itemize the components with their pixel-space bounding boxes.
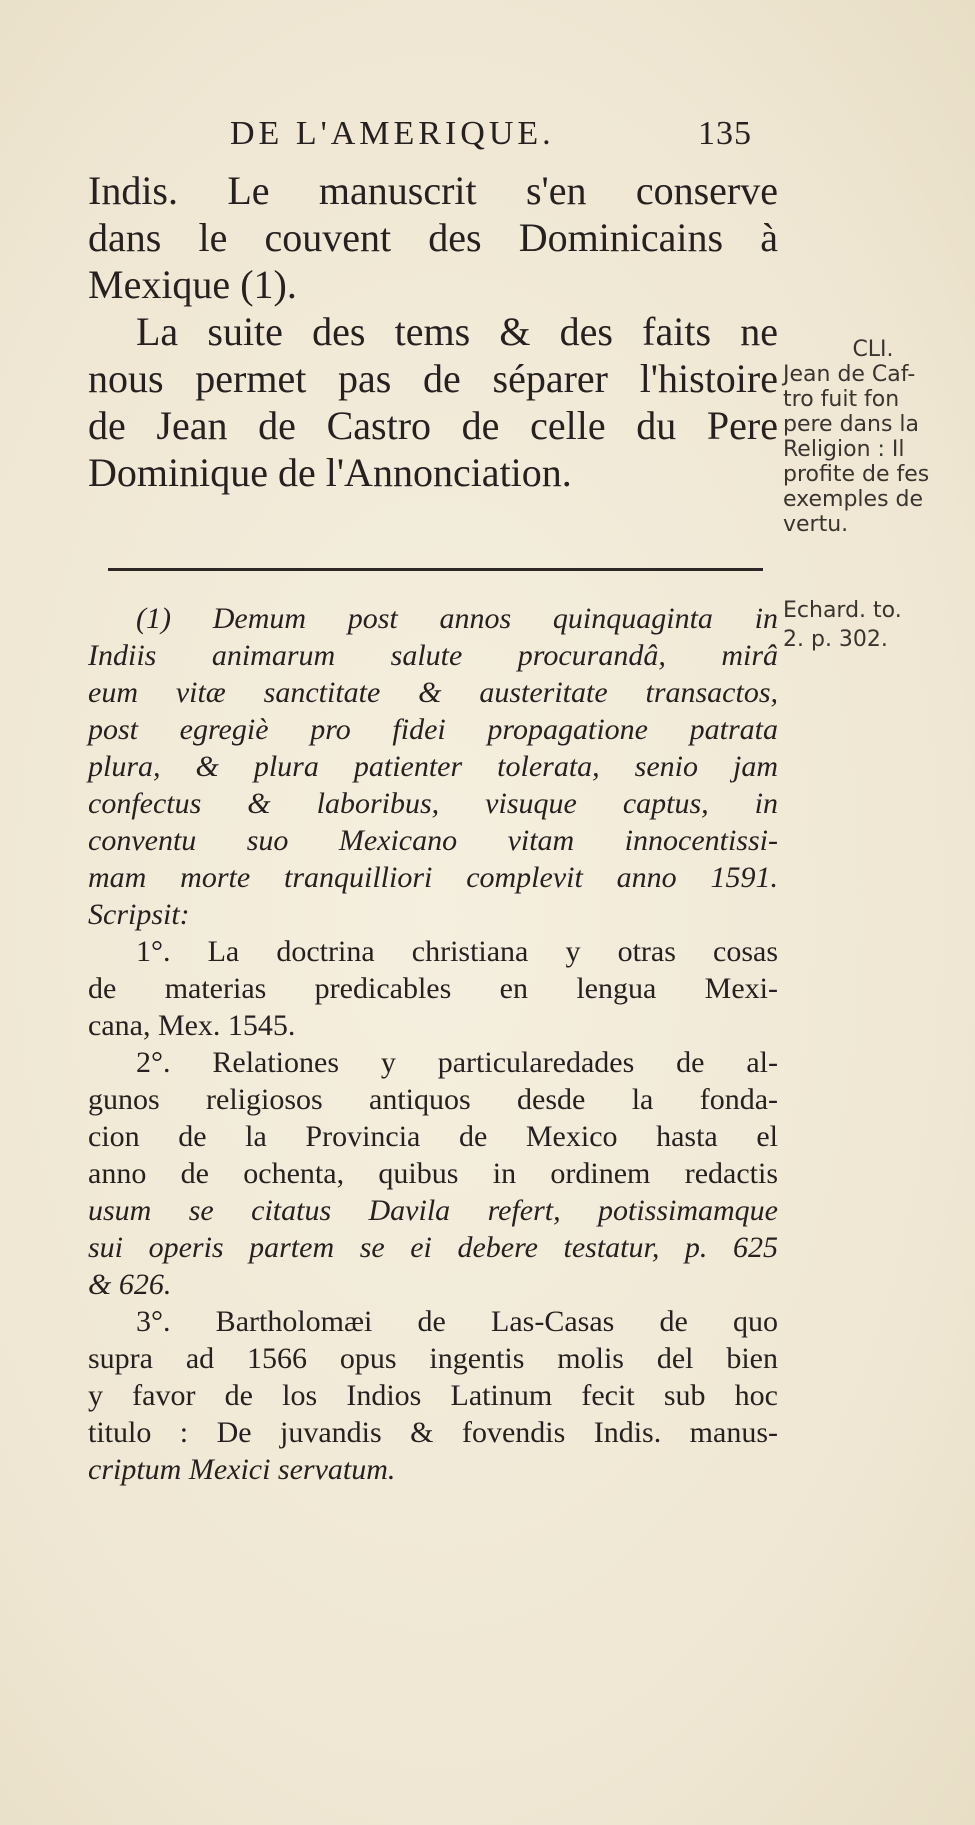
margin-note — [783, 337, 963, 537]
margin-note-line: vertu. — [783, 512, 849, 537]
footnote-line: gunos religiosos antiquos desde la fonda- — [88, 1083, 778, 1116]
main-line: Dominique de l'Annonciation. — [88, 450, 572, 495]
footnote-line: anno de ochenta, quibus in ordinem redactis — [88, 1157, 778, 1190]
footnote-line: conventu suo Mexicano vitam innocentissi- — [88, 824, 778, 857]
footnotes — [88, 600, 778, 1488]
main-line: La suite des tems & des faits ne — [136, 309, 778, 354]
footnote-line: cana, Mex. 1545. — [88, 1009, 296, 1042]
margin-note-line: Religion : Il — [783, 437, 905, 462]
footnote-line: confectus & laboribus, visuque captus, in — [88, 787, 778, 820]
footnote-line: Indiis animarum salute procurandâ, mirâ — [88, 639, 778, 672]
main-line: Indis. Le manuscrit s'en conserve — [88, 168, 778, 213]
header-title: DE L'AMERIQUE. — [230, 115, 555, 152]
footnote-line: 3°. Bartholomæi de Las-Casas de quo — [136, 1305, 778, 1338]
footnote-line: sui operis partem se ei debere testatur, p. 625 — [88, 1231, 778, 1264]
side-reference — [783, 596, 973, 654]
main-line: Mexique (1). — [88, 262, 297, 307]
footnote-line: 2°. Relationes y particularedades de al- — [136, 1046, 778, 1079]
margin-note-line: pere dans la — [783, 412, 920, 437]
footnote-line: Scripsit: — [88, 898, 190, 931]
footnote-line: mam morte tranquilliori complevit anno 1591. — [88, 861, 778, 894]
margin-note-line: exemples de — [783, 487, 924, 512]
side-reference-line: Echard. to. — [783, 598, 902, 623]
margin-note-line: profite de fes — [783, 462, 930, 487]
margin-note-line: Jean de Caf- — [783, 362, 916, 387]
margin-note-number: CLI. — [852, 337, 894, 362]
main-line: dans le couvent des Dominicains à — [88, 215, 778, 260]
running-header — [230, 115, 750, 153]
footnote-line: usum se citatus Davila refert, potissimamque — [88, 1194, 778, 1227]
margin-note-line: tro fuit fon — [783, 387, 900, 412]
main-line: de Jean de Castro de celle du Pere — [88, 403, 778, 448]
footnote-line: post egregiè pro fidei propagatione patrata — [88, 713, 778, 746]
footnote-line: titulo : De juvandis & fovendis Indis. manus- — [88, 1416, 778, 1449]
footnote-line: plura, & plura patienter tolerata, senio jam — [88, 750, 778, 783]
footnote-line: (1) Demum post annos quinquaginta in — [136, 602, 778, 635]
main-line: nous permet pas de séparer l'histoire — [88, 356, 778, 401]
side-reference-line: 2. p. 302. — [783, 627, 888, 652]
footnote-line: de materias predicables en lengua Mexi- — [88, 972, 778, 1005]
footnote-line: & 626. — [88, 1268, 172, 1301]
footnote-line: eum vitæ sanctitate & austeritate transactos, — [88, 676, 778, 709]
footnote-line: 1°. La doctrina christiana y otras cosas — [136, 935, 778, 968]
footnote-line: criptum Mexici servatum. — [88, 1453, 396, 1486]
footnote-line: y favor de los Indios Latinum fecit sub hoc — [88, 1379, 778, 1412]
footnote-line: cion de la Provincia de Mexico hasta el — [88, 1120, 778, 1153]
footnote-rule — [108, 568, 763, 571]
footnote-line: supra ad 1566 opus ingentis molis del bien — [88, 1342, 778, 1375]
main-text — [88, 167, 778, 496]
page-number: 135 — [698, 115, 752, 152]
